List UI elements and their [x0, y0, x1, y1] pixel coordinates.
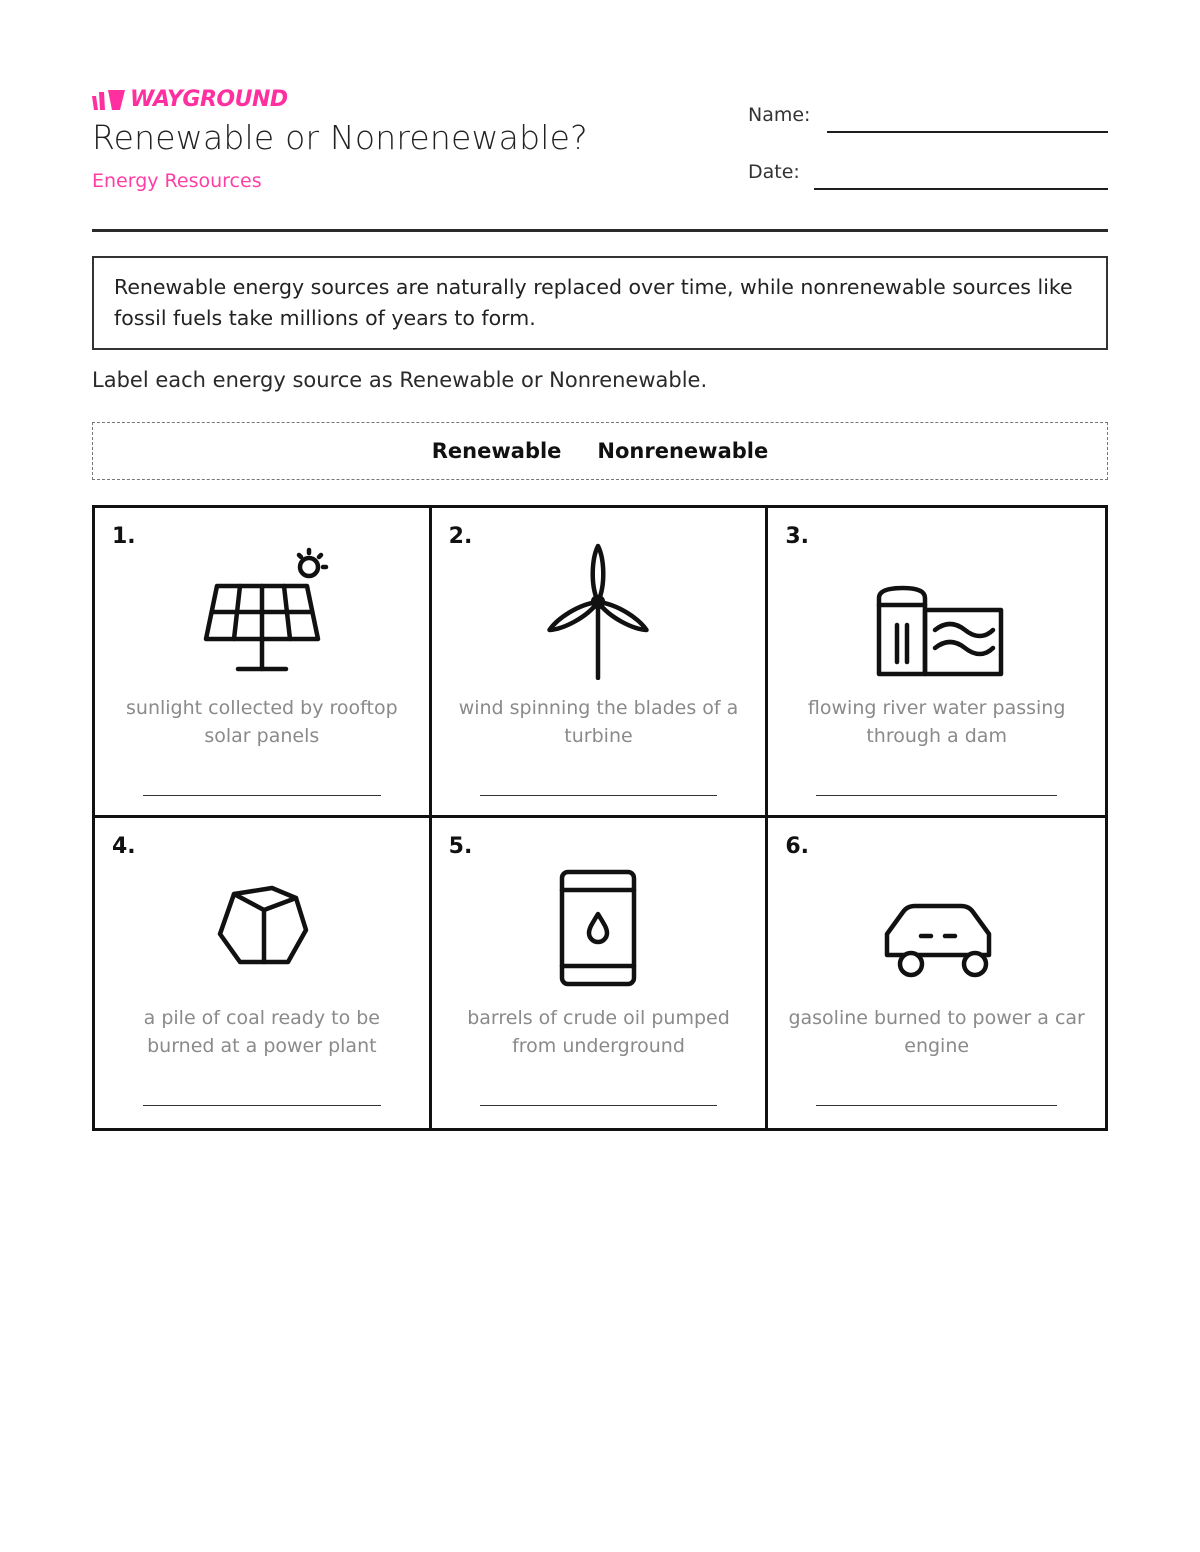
brand-name: WAYGROUND	[130, 87, 288, 112]
answer-line-5[interactable]	[480, 1105, 718, 1106]
page-title: Renewable or Nonrenewable?	[92, 118, 588, 157]
item-description: a pile of coal ready to be burned at a power plant	[143, 1007, 380, 1057]
item-card-2	[432, 508, 769, 818]
date-label: Date:	[748, 161, 800, 183]
item-number: 3.	[785, 524, 809, 549]
item-card-4	[95, 818, 432, 1128]
answer-line-6[interactable]	[816, 1105, 1057, 1106]
name-label: Name:	[748, 104, 811, 126]
solar-panel-icon	[192, 540, 332, 680]
item-description: barrels of crude oil pumped from underground	[467, 1007, 730, 1057]
brand-logo	[92, 86, 288, 114]
item-description: flowing river water passing through a dam	[807, 697, 1066, 747]
answer-line-4[interactable]	[143, 1105, 381, 1106]
header-divider	[92, 229, 1108, 232]
item-card-5	[432, 818, 769, 1128]
item-number: 6.	[785, 834, 809, 859]
item-number: 5.	[448, 834, 473, 859]
answer-line-2[interactable]	[480, 795, 718, 796]
page-subtitle: Energy Resources	[92, 170, 262, 192]
item-number: 2.	[448, 524, 473, 549]
car-icon	[867, 850, 1007, 990]
item-card-1	[95, 508, 432, 818]
item-description: gasoline burned to power a car engine	[788, 1007, 1085, 1057]
word-bank-nonrenewable: Nonrenewable	[597, 439, 769, 463]
answer-line-1[interactable]	[143, 795, 381, 796]
hydro-dam-icon	[867, 540, 1007, 680]
instruction-text: Label each energy source as Renewable or Nonrenewable.	[92, 368, 708, 392]
wayground-logo-icon	[92, 88, 126, 112]
items-grid	[92, 505, 1108, 1131]
item-card-6	[768, 818, 1105, 1128]
name-field[interactable]	[827, 131, 1108, 133]
word-bank-renewable: Renewable	[431, 439, 562, 463]
coal-icon	[192, 850, 332, 990]
answer-line-3[interactable]	[816, 795, 1057, 796]
wind-turbine-icon	[528, 540, 668, 680]
item-number: 1.	[112, 524, 136, 549]
item-description: sunlight collected by rooftop solar panels	[126, 697, 398, 747]
intro-box: Renewable energy sources are naturally replaced over time, while nonrenewable sources like fossil fuels take millions of years to form.	[92, 256, 1108, 350]
item-number: 4.	[112, 834, 136, 859]
item-card-3	[768, 508, 1105, 818]
date-field[interactable]	[814, 188, 1108, 190]
item-description: wind spinning the blades of a turbine	[458, 697, 739, 747]
word-bank	[92, 422, 1108, 480]
oil-barrel-icon	[528, 850, 668, 990]
